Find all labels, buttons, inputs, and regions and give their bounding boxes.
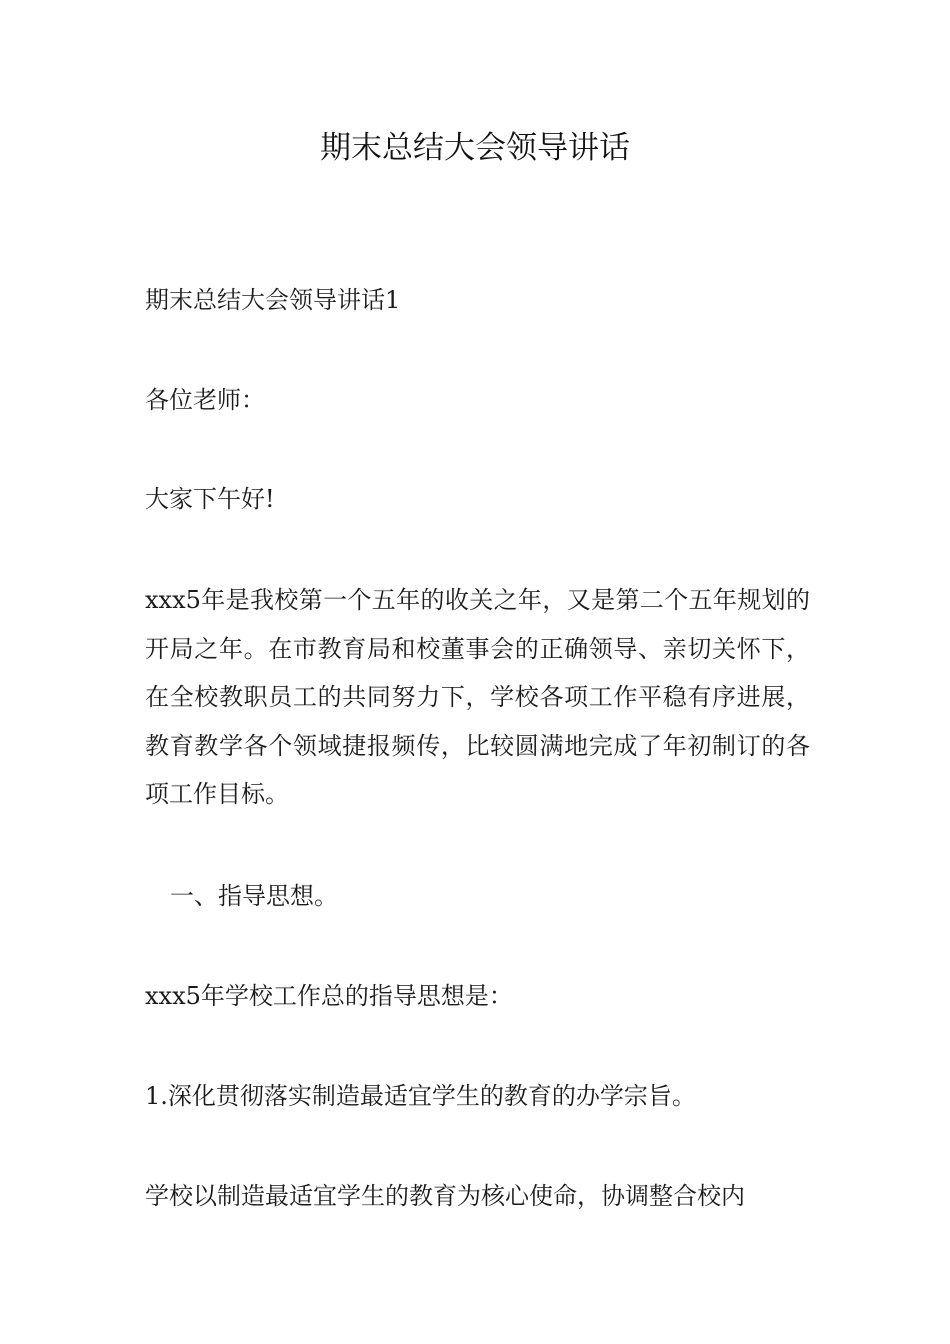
intro-paragraph: xxx5年是我校第一个五年的收关之年，又是第二个五年规划的开局之年。在市教育局和校董事会的正确领导、亲切关怀下，在全校教职员工的共同努力下，学校各项工作平稳有序进展，教育教学各个领域捷报频传，比较圆满地完成了年初制订的各项工作目标。 — [145, 586, 810, 808]
closing-fragment: 学校以制造最适宜学生的教育为核心使命，协调整合校内 — [145, 1182, 745, 1210]
part-one-heading: 一、指导思想。 — [170, 882, 338, 910]
point-one: 1.深化贯彻落实制造最适宜学生的教育的办学宗旨。 — [145, 1082, 696, 1110]
guiding-intro: xxx5年学校工作总的指导思想是： — [145, 982, 513, 1010]
document-title: 期末总结大会领导讲话 — [320, 130, 630, 166]
greeting: 大家下午好! — [145, 485, 275, 513]
salutation: 各位老师： — [145, 386, 265, 414]
section-heading: 期末总结大会领导讲话1 — [145, 286, 401, 314]
